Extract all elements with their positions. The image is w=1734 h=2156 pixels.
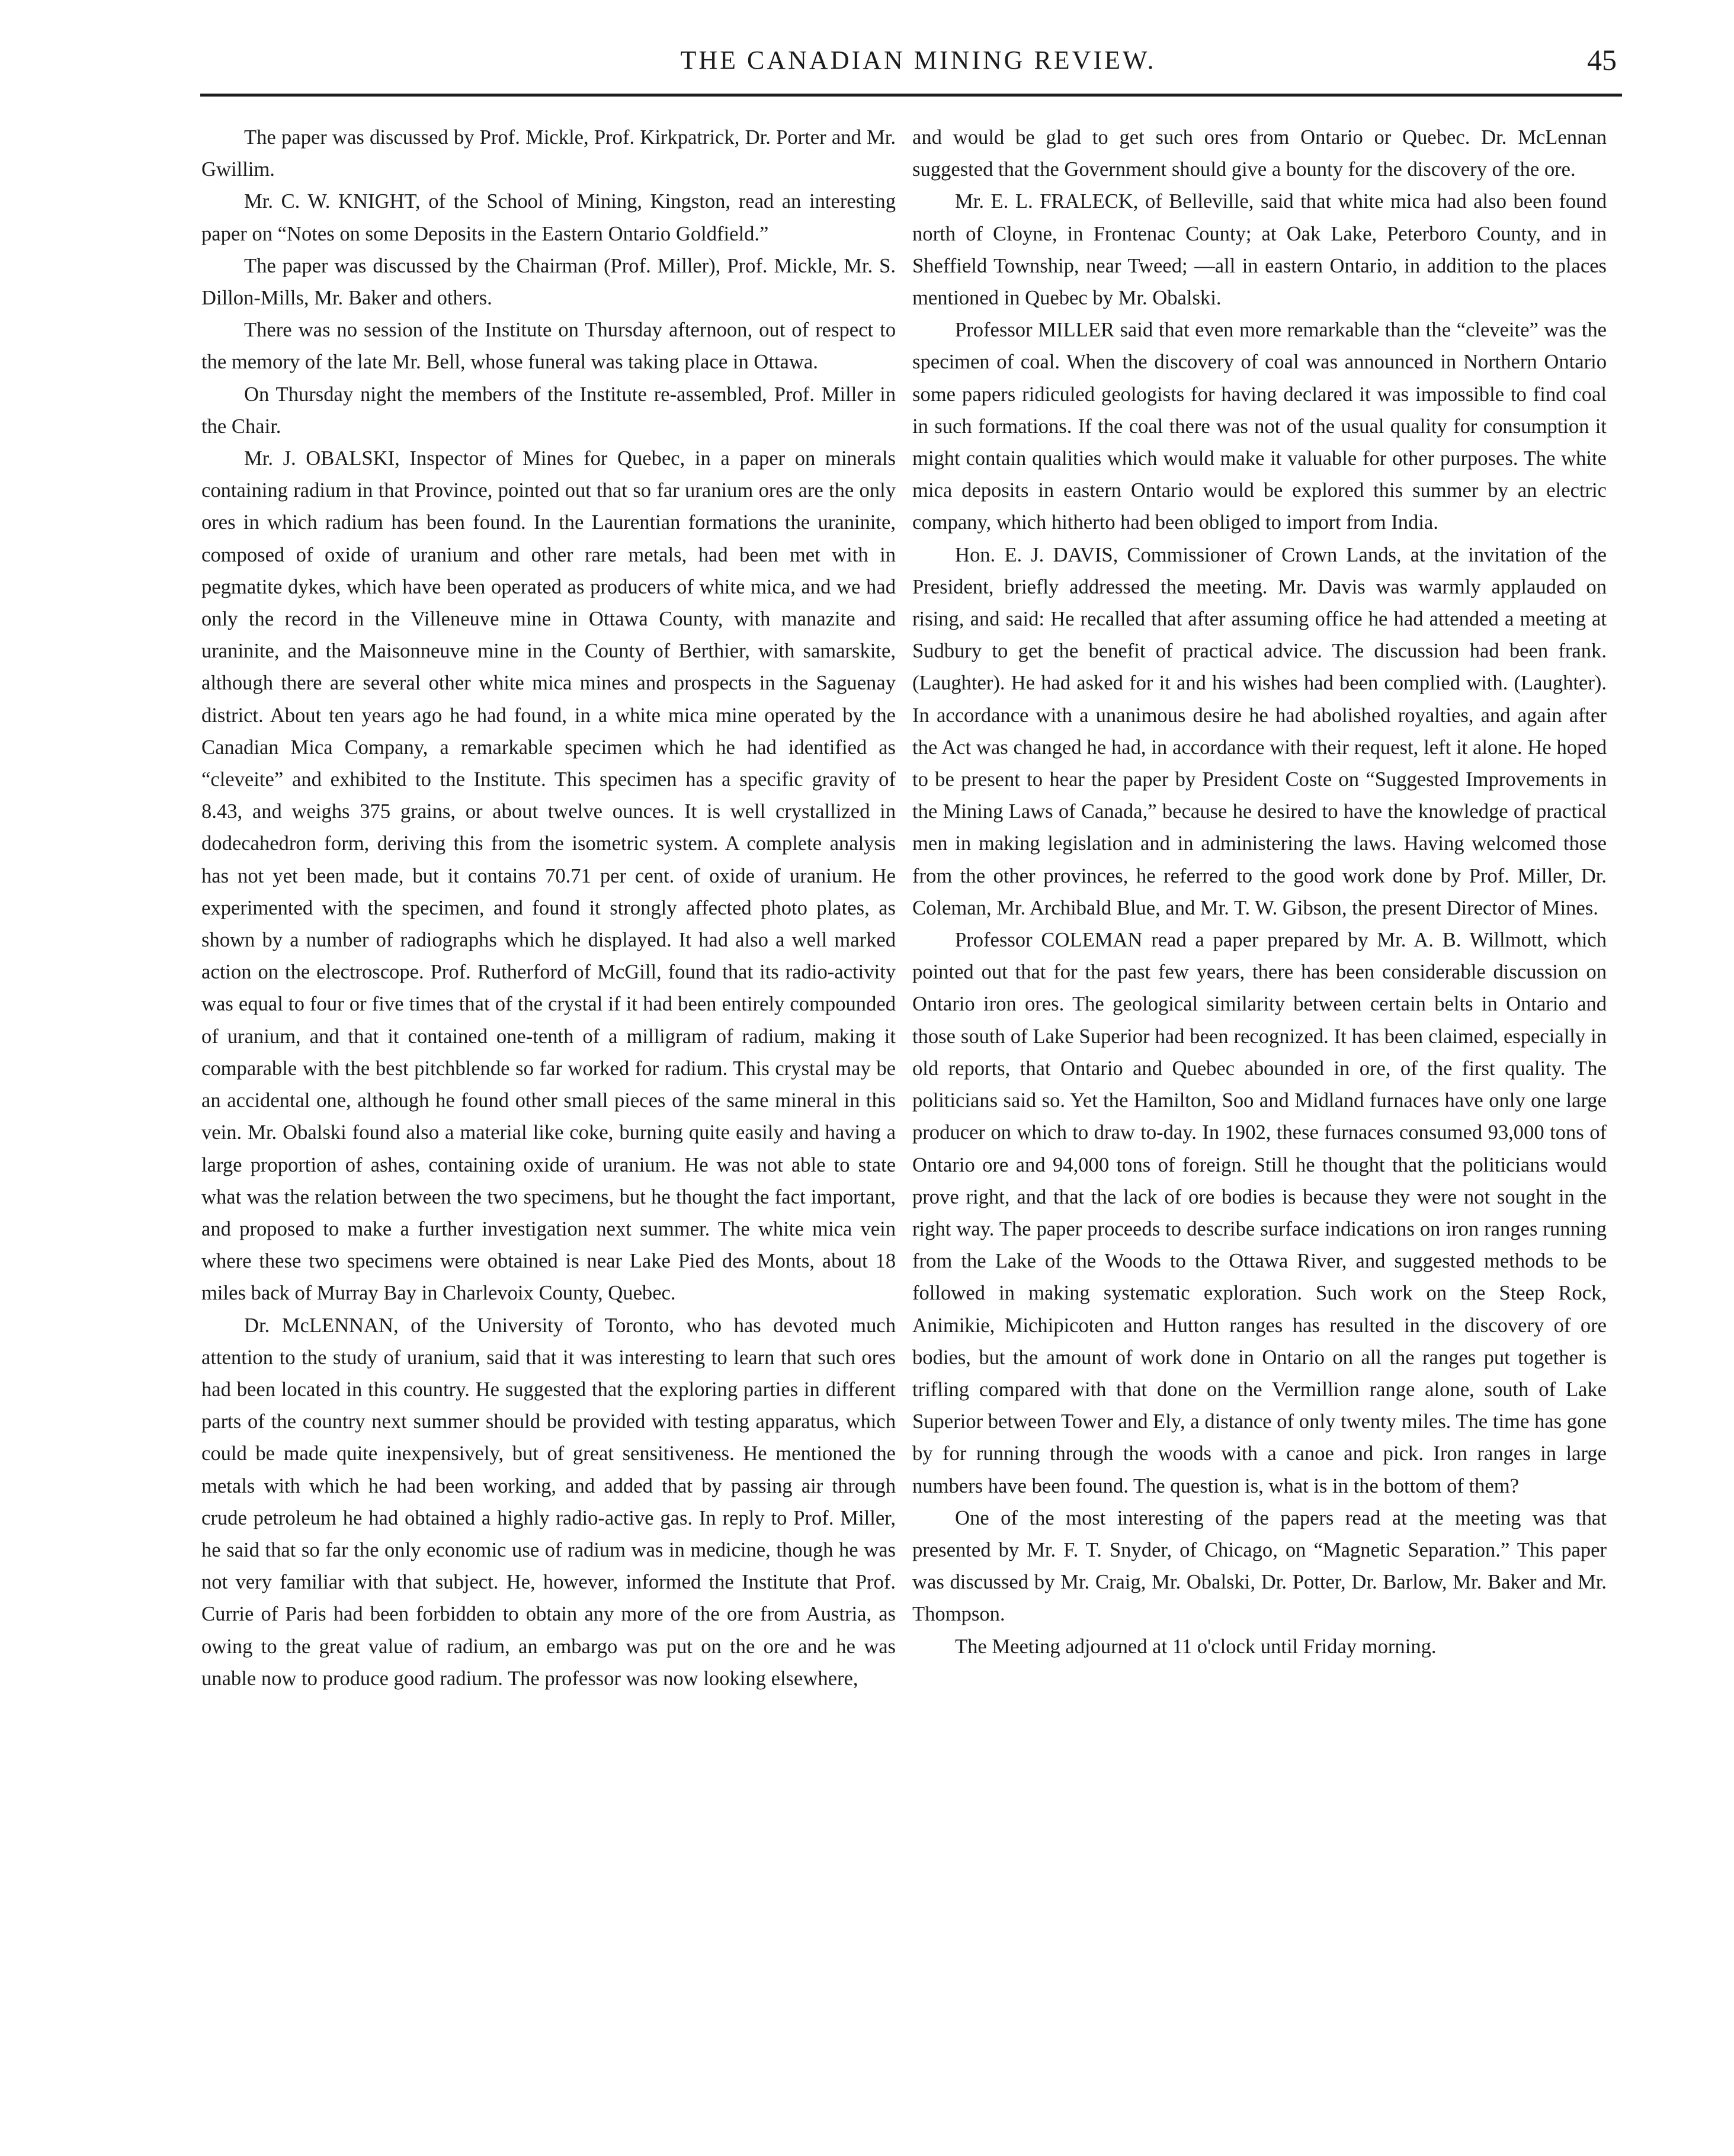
paragraph: Mr. J. OBALSKI, Inspector of Mines for Quebec, in a paper on minerals containing radium in that Province, pointed out that so far uranium ores are the only ores in which radium has been found. In the Laurentian formations the uraninite, composed of oxide of uranium and other rare metals, had been met with in pegmatite dykes, which have been operated as producers of white mica, and we had only the record in the Villeneuve mine in Ottawa County, with manazite and uraninite, and the Maisonneuve mine in the County of Berthier, with samarskite, although there are several other white mica mines and prospects in the Saguenay district. About ten years ago he had found, in a white mica mine operated by the Canadian Mica Company, a remarkable specimen which he had identified as “cleveite” and exhibited to the Institute. This specimen has a specific gravity of 8.43, and weighs 375 grains, or about twelve ounces. It is well crystallized in dodecahedron form, deriving this from the isometric system. A complete analysis has not yet been made, but it contains 70.71 per cent. of oxide of uranium. He experimented with the specimen, and found it strongly affected photo plates, as shown by a number of radiographs which he displayed. It had also a well marked action on the electroscope. Prof. Rutherford of McGill, found that its radio-activity was equal to four or five times that of the crystal if it had been entirely compounded of uranium, and that it contained one-tenth of a milligram of radium, making it comparable with the best pitchblende so far worked for radium. This crystal may be an accidental one, although he found other small pieces of the same mineral in this vein. Mr. Obalski found also a material like coke, burning quite easily and having a large proportion of ashes, containing oxide of uranium. He was not able to state what was the relation between the two specimens, but he thought the fact important, and proposed to make a further investigation next summer. The white mica vein where these two specimens were obtained is near Lake Pied des Monts, about 18 miles back of Murray Bay in Charlevoix County, Quebec. <box>201 447 896 1305</box>
paragraph: Mr. C. W. KNIGHT, of the School of Mining, Kingston, read an interesting paper on “Notes on some Deposits in the Eastern Ontario Goldfield.” <box>201 190 896 245</box>
header-rule <box>200 94 1622 97</box>
running-header: THE CANADIAN MINING REVIEW. <box>680 46 1156 75</box>
paragraph: The paper was discussed by the Chairman (Prof. Miller), Prof. Mickle, Mr. S. Dillon-Mills, Mr. Baker and others. <box>201 254 896 310</box>
paragraph: Professor MILLER said that even more remarkable than the “cleveite” was the specimen of coal. When the discovery of coal was announced in Northern Ontario some papers ridiculed geologists for having declared it was impossible to find coal in such formations. If the coal there was not of the usual quality for consumption it might contain qualities which would make it valuable for other purposes. The white mica deposits in eastern Ontario would be explored this summer by an electric company, which hitherto had been obliged to import from India. <box>912 319 1607 534</box>
paragraph: Mr. E. L. FRALECK, of Belleville, said that white mica had also been found north of Cloyne, in Frontenac County; at Oak Lake, Peterboro County, and in Sheffield Township, near Tweed; —all in eastern Ontario, in addition to the places mentioned in Quebec by Mr. Obalski. <box>912 190 1607 310</box>
page-number: 45 <box>1587 43 1617 76</box>
paragraph: The Meeting adjourned at 11 o'clock until Friday morning. <box>955 1635 1437 1658</box>
paragraph: One of the most interesting of the papers read at the meeting was that presented by Mr. F. T. Snyder, of Chicago, on “Magnetic Separation.” This paper was discussed by Mr. Craig, Mr. Obalski, Dr. Potter, Dr. Barlow, Mr. Baker and Mr. Thompson. <box>912 1506 1607 1626</box>
right-column <box>912 121 1607 1663</box>
paragraph: Professor COLEMAN read a paper prepared by Mr. A. B. Willmott, which pointed out that for the past few years, there has been considerable discussion on Ontario iron ores. The geological similarity between certain belts in Ontario and those south of Lake Superior had been recognized. It has been claimed, especially in old reports, that Ontario and Quebec abounded in ore, of the first quality. The politicians said so. Yet the Hamilton, Soo and Midland furnaces have only one large producer on which to draw to-day. In 1902, these furnaces consumed 93,000 tons of Ontario ore and 94,000 tons of foreign. Still he thought that the politicians would prove right, and that the lack of ore bodies is because they were not sought in the right way. The paper proceeds to describe surface indications on iron ranges running from the Lake of the Woods to the Ottawa River, and suggested methods to be followed in making systematic exploration. Such work on the Steep Rock, Animikie, Michipicoten and Hutton ranges has resulted in the discovery of ore bodies, but the amount of work done in Ontario on all the ranges put together is trifling compared with that done on the Vermillion range alone, south of Lake Superior between Tower and Ely, a distance of only twenty miles. The time has gone by for running through the woods with a canoe and pick. Iron ranges in large numbers have been found. The question is, what is in the bottom of them? <box>912 929 1607 1497</box>
paragraph: Hon. E. J. DAVIS, Commissioner of Crown Lands, at the invitation of the President, briefly addressed the meeting. Mr. Davis was warmly applauded on rising, and said: He recalled that after assuming office he had attended a meeting at Sudbury to get the benefit of practical advice. The discussion had been frank. (Laughter). He had asked for it and his wishes had been complied with. (Laughter). In accordance with a unanimous desire he had abolished royalties, and again after the Act was changed he had, in accordance with their request, left it alone. He hoped to be present to hear the paper by President Coste on “Suggested Improvements in the Mining Laws of Canada,” because he desired to have the knowledge of practical men in making legislation and in administering the laws. Having welcomed those from the other provinces, he referred to the good work done by Prof. Miller, Dr. Coleman, Mr. Archibald Blue, and Mr. T. W. Gibson, the present Director of Mines. <box>912 543 1607 919</box>
paragraph: There was no session of the Institute on Thursday afternoon, out of respect to the memory of the late Mr. Bell, whose funeral was taking place in Ottawa. <box>201 319 896 374</box>
paragraph: On Thursday night the members of the Institute re-assembled, Prof. Miller in the Chair. <box>201 383 896 438</box>
left-column <box>201 121 896 1695</box>
paragraph: Dr. McLENNAN, of the University of Toronto, who has devoted much attention to the study of uranium, said that it was interesting to learn that such ores had been located in this country. He suggested that the exploring parties in different parts of the country next summer should be provided with testing apparatus, which could be made quite inexpensively, but of great sensitiveness. He mentioned the metals with which he had been working, and added that by passing air through crude petroleum he had obtained a highly radio-active gas. In reply to Prof. Miller, he said that so far the only economic use of radium was in medicine, though he was not very familiar with that subject. He, however, informed the Institute that Prof. Currie of Paris had been forbidden to obtain any more of the ore from Austria, as owing to the great value of radium, an embargo was put on the ore and he was unable now to produce good radium. The professor was now looking elsewhere, <box>201 1314 896 1690</box>
paragraph: The paper was discussed by Prof. Mickle, Prof. Kirkpatrick, Dr. Porter and Mr. Gwillim. <box>201 126 896 181</box>
paragraph: and would be glad to get such ores from Ontario or Quebec. Dr. McLennan suggested that the Government should give a bounty for the discovery of the ore. <box>912 126 1607 181</box>
